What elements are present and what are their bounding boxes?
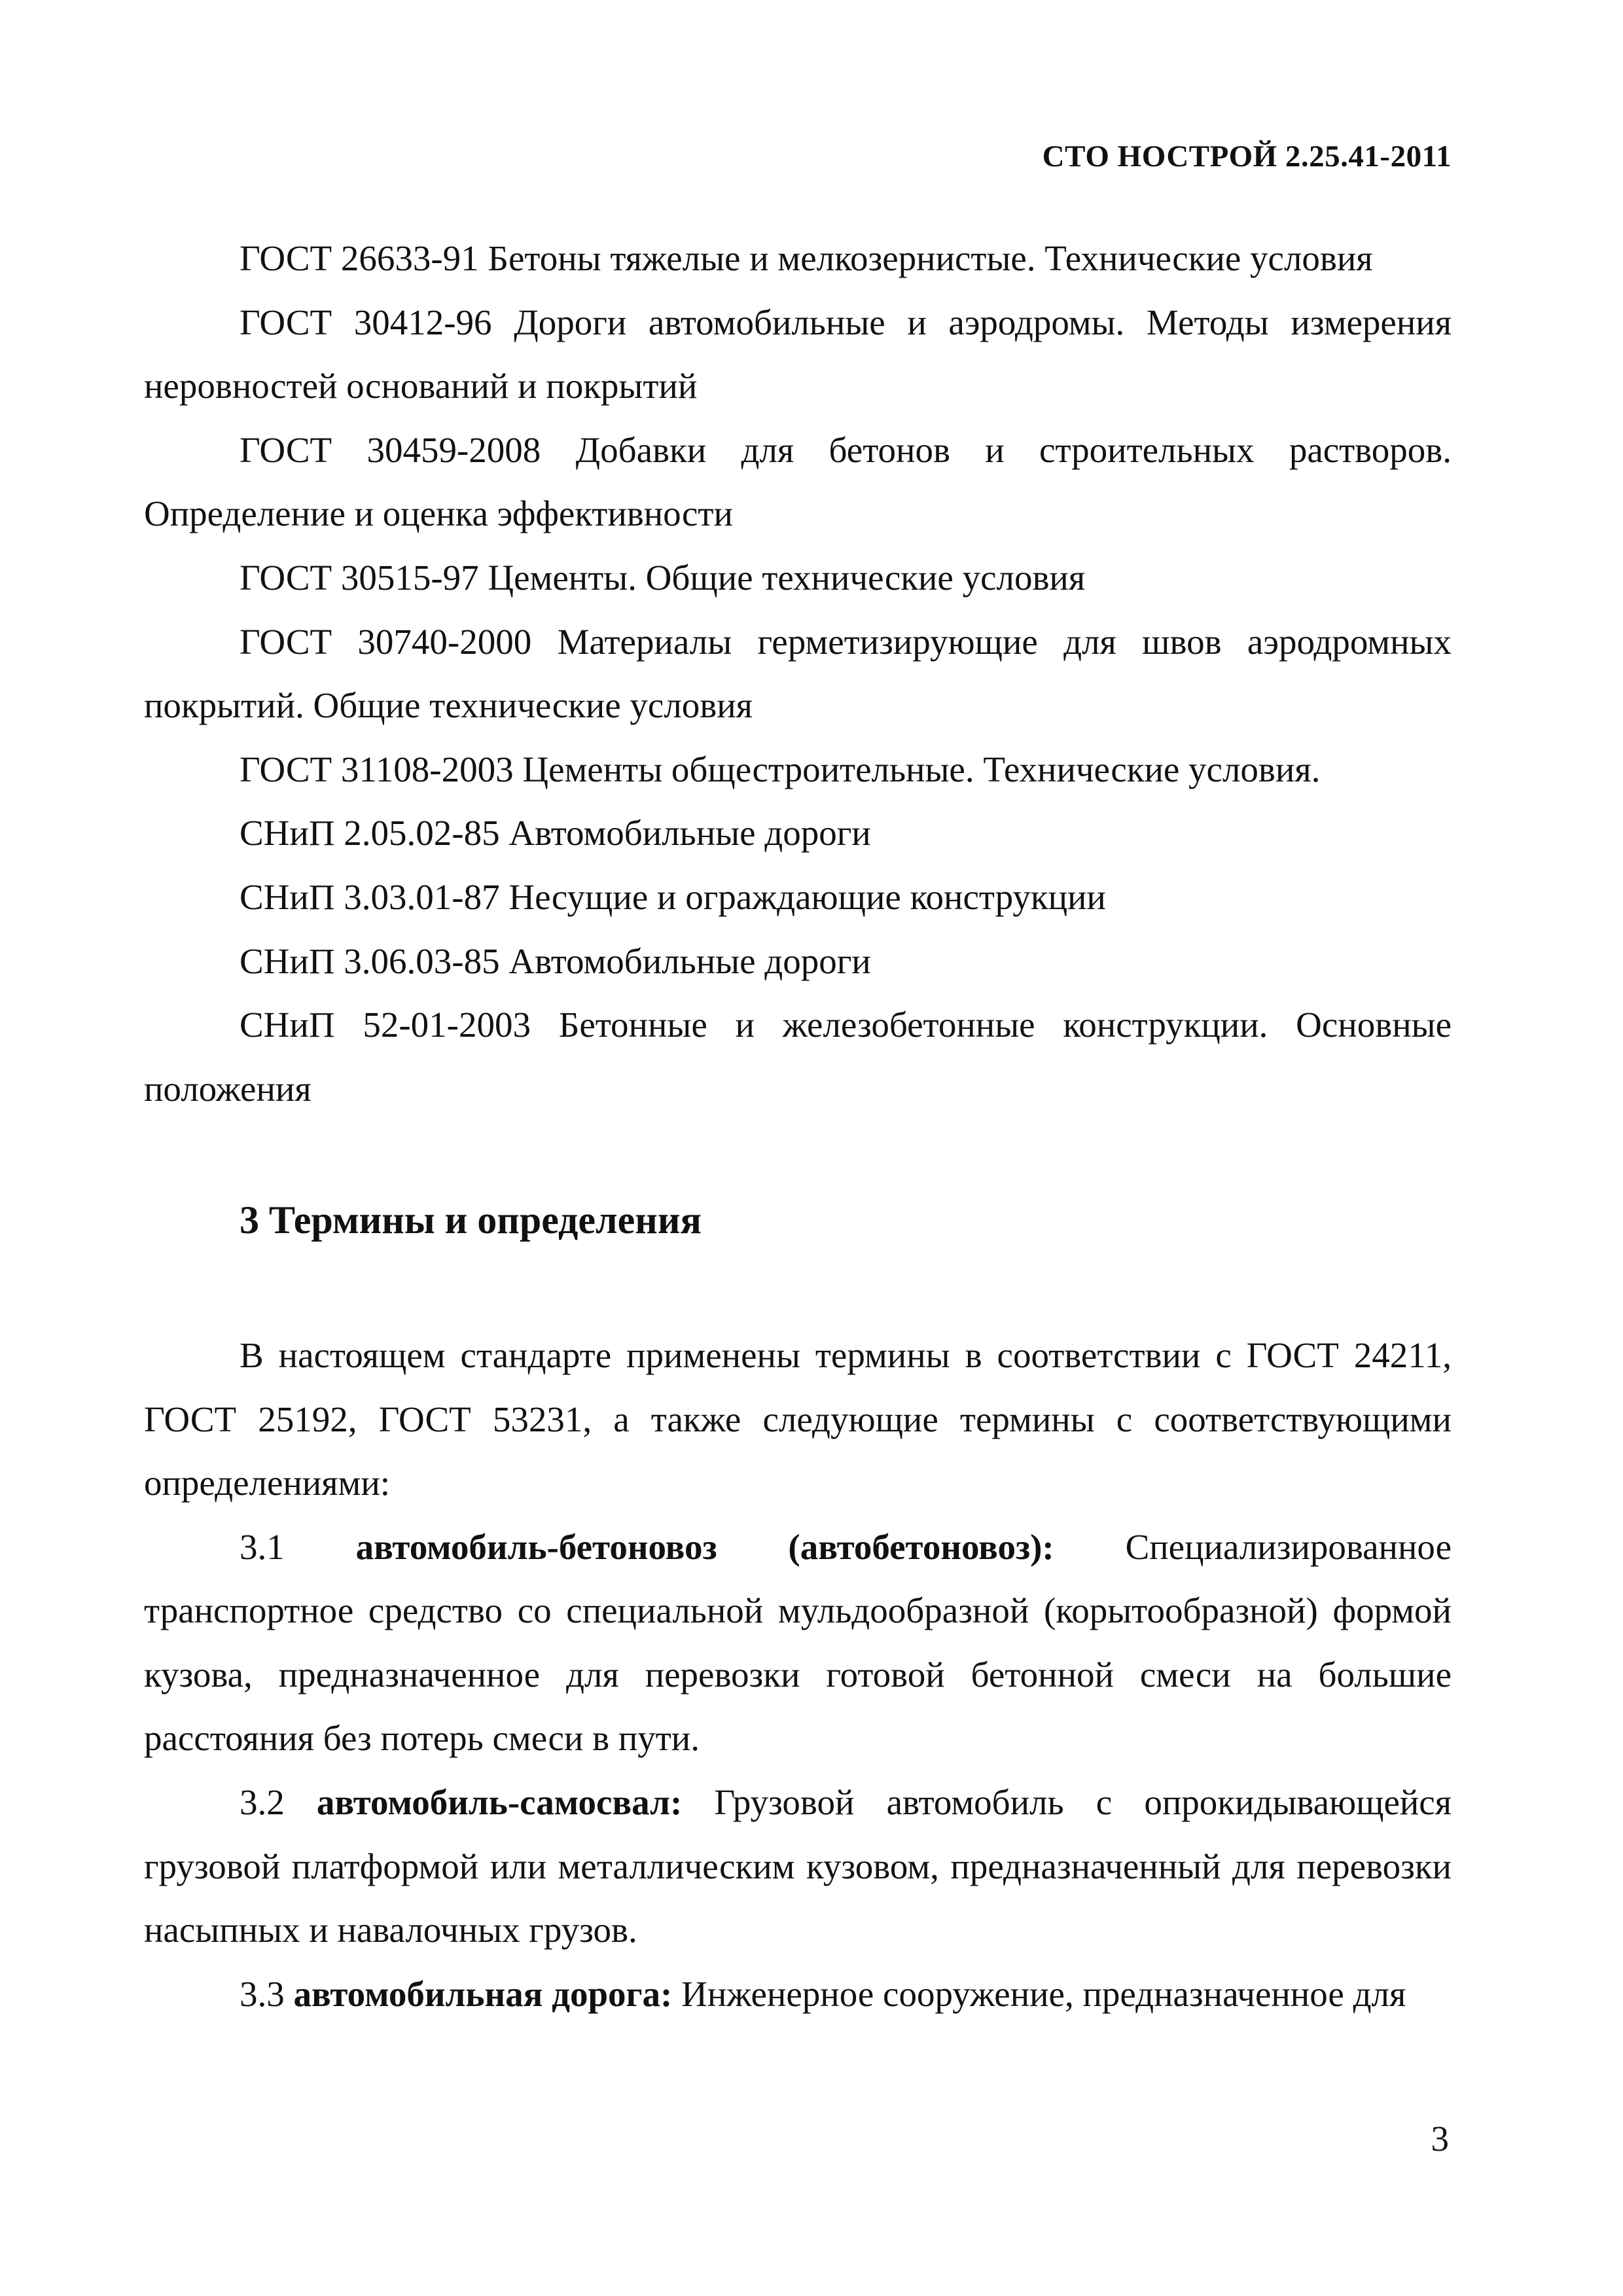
term-definition: Специализированное транспортное средство со специальной мульдообразной (корытообразной) формой кузова, предназначенное для перевозки готовой бетонной смеси на большие расстояния без потерь смеси в пути. [144, 1526, 1452, 1759]
reference-item: ГОСТ 30515-97 Цементы. Общие технические условия [240, 557, 1086, 598]
page-number: 3 [1431, 2119, 1449, 2159]
reference-item: ГОСТ 30412-96 Дороги автомобильные и аэродромы. Методы измерения неровностей оснований и покрытий [144, 302, 1452, 406]
term-entry [144, 1770, 1452, 1962]
section-intro: В настоящем стандарте применены термины в соответствии с ГОСТ 24211, ГОСТ 25192, ГОСТ 53231, а также следующие термины с соответствующими определениями: [144, 1335, 1452, 1503]
term-definition: Инженерное сооружение, предназначенное для [681, 1973, 1406, 2014]
reference-item: ГОСТ 31108-2003 Цементы общестроительные. Технические условия. [240, 749, 1321, 789]
term-name: автомобильная дорога: [293, 1973, 673, 2014]
reference-item: СНиП 2.05.02-85 Автомобильные дороги [240, 813, 871, 853]
reference-item: ГОСТ 30459-2008 Добавки для бетонов и строительных растворов. Определение и оценка эффективности [144, 429, 1452, 534]
term-number: 3.3 [240, 1973, 285, 2014]
term-name: автомобиль-бетоновоз (автобетоновоз): [355, 1526, 1054, 1567]
term-number: 3.2 [240, 1782, 285, 1823]
reference-item: ГОСТ 26633-91 Бетоны тяжелые и мелкозернистые. Технические условия [240, 238, 1373, 278]
section-heading: 3 Термины и определения [240, 1198, 702, 1242]
term-entry [144, 1515, 1452, 1770]
reference-item: ГОСТ 30740-2000 Материалы герметизирующие для швов аэродромных покрытий. Общие технические условия [144, 621, 1452, 726]
document-code-header: СТО НОСТРОЙ 2.25.41-2011 [1042, 139, 1452, 173]
reference-item: СНиП 3.06.03-85 Автомобильные дороги [240, 941, 871, 981]
term-name: автомобиль-самосвал: [316, 1782, 683, 1823]
term-number: 3.1 [240, 1526, 285, 1567]
term-definition: Грузовой автомобиль с опрокидывающейся грузовой платформой или металлическим кузовом, предназначенный для перевозки насыпных и навалочных грузов. [144, 1782, 1452, 1950]
term-entry [144, 1962, 1452, 2026]
reference-item: СНиП 52-01-2003 Бетонные и железобетонные конструкции. Основные положения [144, 1005, 1452, 1109]
reference-item: СНиП 3.03.01-87 Несущие и ограждающие конструкции [240, 876, 1106, 917]
page-content [144, 226, 1452, 2026]
